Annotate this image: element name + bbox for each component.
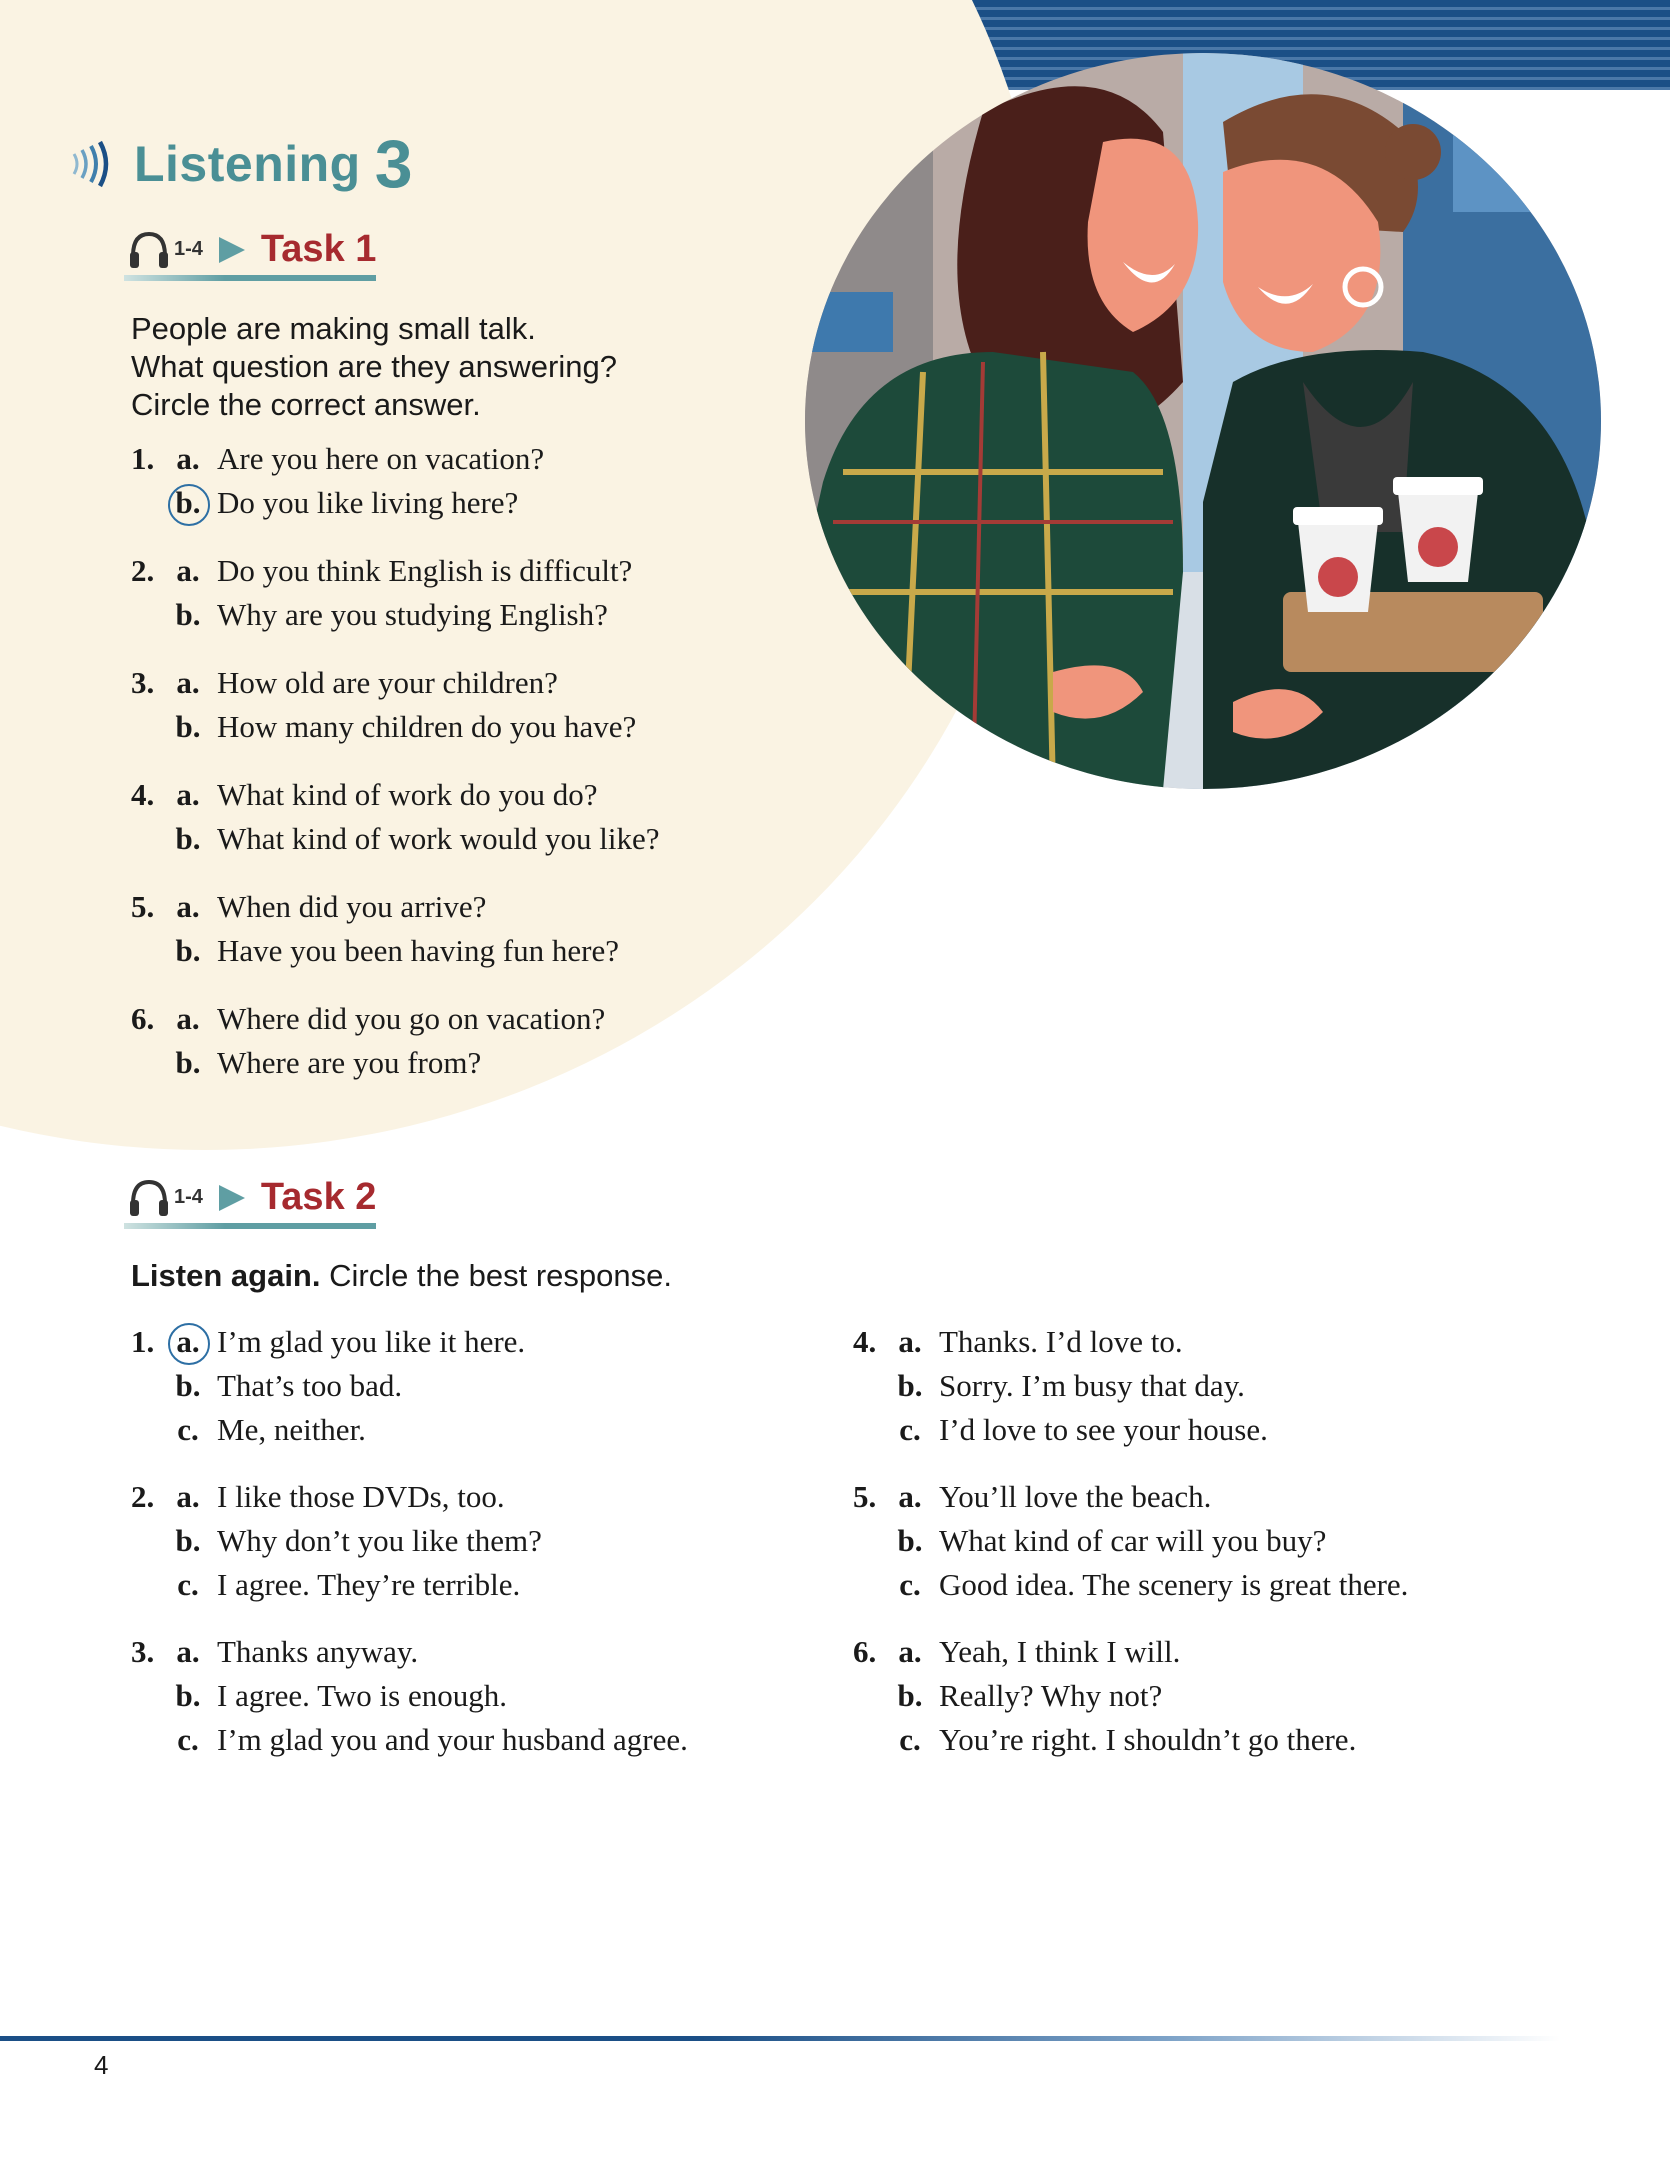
- section-number: 3: [374, 126, 413, 202]
- option-text: Do you think English is difficult?: [217, 553, 633, 588]
- option-text: What kind of work do you do?: [217, 777, 598, 812]
- option-text: What kind of car will you buy?: [939, 1523, 1327, 1558]
- option-letter: b.: [897, 1368, 923, 1403]
- option-letter: a.: [176, 1479, 200, 1514]
- option-letter: b.: [175, 1368, 201, 1403]
- option-text: That’s too bad.: [217, 1368, 403, 1403]
- question-item: [131, 437, 751, 549]
- option-letter: b.: [175, 597, 201, 632]
- option-letter: c.: [899, 1722, 921, 1757]
- question-item: [853, 1475, 1573, 1630]
- option-text: You’re right. I shouldn’t go there.: [939, 1722, 1357, 1757]
- headphones-icon: [128, 230, 170, 270]
- question-item: [131, 1475, 821, 1630]
- question-number: 1.: [131, 1324, 155, 1359]
- option-text: Are you here on vacation?: [217, 441, 545, 476]
- option-letter: a.: [898, 1324, 922, 1359]
- section-header: [68, 126, 413, 202]
- option-text: What kind of work would you like?: [217, 821, 660, 856]
- option-letter: a.: [176, 889, 200, 924]
- option-text: When did you arrive?: [217, 889, 487, 924]
- instruction-line: Circle the correct answer.: [131, 387, 481, 422]
- task1-instructions: [131, 310, 617, 424]
- option-text: Me, neither.: [217, 1412, 366, 1447]
- question-item: [853, 1630, 1573, 1785]
- task2-title: Task 2: [260, 1176, 377, 1218]
- option-letter: a.: [898, 1479, 922, 1514]
- question-number: 3.: [131, 665, 155, 700]
- option-letter: c.: [177, 1567, 199, 1602]
- option-letter: a.: [176, 777, 200, 812]
- question-number: 4.: [853, 1324, 877, 1359]
- option-letter: c.: [177, 1722, 199, 1757]
- option-text: I agree. Two is enough.: [217, 1678, 507, 1713]
- option-text: I agree. They’re terrible.: [217, 1567, 521, 1602]
- task2-instructions: [131, 1257, 672, 1295]
- question-number: 6.: [131, 1001, 155, 1036]
- question-number: 2.: [131, 553, 155, 588]
- option-letter: b.: [897, 1523, 923, 1558]
- option-text: How old are your children?: [217, 665, 558, 700]
- option-letter: a.: [898, 1634, 922, 1669]
- question-number: 2.: [131, 1479, 155, 1514]
- option-text: You’ll love the beach.: [939, 1479, 1212, 1514]
- question-item: [131, 997, 751, 1109]
- question-item: [131, 885, 751, 997]
- instruction-rest: Circle the best response.: [320, 1258, 672, 1293]
- option-text: I’d love to see your house.: [939, 1412, 1268, 1447]
- instruction-line: What question are they answering?: [131, 349, 617, 384]
- option-letter: b.: [175, 933, 201, 968]
- audio-waves-icon: [68, 140, 116, 188]
- option-letter: b.: [175, 1523, 201, 1558]
- task1-header: [128, 228, 376, 277]
- page-number: 4: [94, 2050, 109, 2080]
- instruction-bold: Listen again.: [131, 1258, 321, 1293]
- headphones-icon: [128, 1178, 170, 1218]
- option-text: Where did you go on vacation?: [217, 1001, 606, 1036]
- option-text: Thanks. I’d love to.: [939, 1324, 1183, 1359]
- option-letter-circled: b.: [171, 481, 205, 525]
- option-text: Really? Why not?: [939, 1678, 1163, 1713]
- option-text: Good idea. The scenery is great there.: [939, 1567, 1409, 1602]
- illustration-two-women-coffee: [803, 52, 1603, 790]
- question-number: 4.: [131, 777, 155, 812]
- play-arrow-icon: [217, 235, 247, 265]
- section-title: Listening: [134, 136, 361, 192]
- option-text: Where are you from?: [217, 1045, 482, 1080]
- option-letter: a.: [176, 1634, 200, 1669]
- option-letter: a.: [176, 553, 200, 588]
- instruction-line: People are making small talk.: [131, 311, 536, 346]
- task2-track: 1-4: [174, 1186, 203, 1208]
- task2-header: [128, 1176, 376, 1225]
- play-arrow-icon: [217, 1183, 247, 1213]
- option-text: Why don’t you like them?: [217, 1523, 542, 1558]
- option-text: Have you been having fun here?: [217, 933, 619, 968]
- question-item: [131, 549, 751, 661]
- question-number: 5.: [131, 889, 155, 924]
- option-text: I’m glad you and your husband agree.: [217, 1722, 688, 1757]
- option-letter: c.: [899, 1567, 921, 1602]
- question-item: [853, 1320, 1573, 1475]
- option-letter: a.: [176, 441, 200, 476]
- option-text: Why are you studying English?: [217, 597, 608, 632]
- task2-column-left: [131, 1320, 821, 1785]
- question-number: 1.: [131, 441, 155, 476]
- option-text: How many children do you have?: [217, 709, 637, 744]
- option-letter: c.: [177, 1412, 199, 1447]
- question-item: [131, 773, 751, 885]
- task1-question-list: [131, 437, 751, 1109]
- footer-rule: [0, 2036, 1560, 2041]
- option-text: I like those DVDs, too.: [217, 1479, 505, 1514]
- question-item: [131, 1630, 821, 1785]
- option-letter: b.: [175, 821, 201, 856]
- option-text: Thanks anyway.: [217, 1634, 419, 1669]
- task1-track: 1-4: [174, 238, 203, 260]
- option-letter: b.: [175, 709, 201, 744]
- option-letter-circled: a.: [171, 1320, 205, 1364]
- question-item: [131, 1320, 821, 1475]
- option-text: Sorry. I’m busy that day.: [939, 1368, 1245, 1403]
- question-number: 5.: [853, 1479, 877, 1514]
- option-letter: b.: [175, 1045, 201, 1080]
- question-number: 6.: [853, 1634, 877, 1669]
- option-text: I’m glad you like it here.: [217, 1324, 526, 1359]
- task2-column-right: [853, 1320, 1573, 1785]
- option-letter: c.: [899, 1412, 921, 1447]
- question-item: [131, 661, 751, 773]
- option-letter: b.: [175, 1678, 201, 1713]
- option-letter: b.: [897, 1678, 923, 1713]
- question-number: 3.: [131, 1634, 155, 1669]
- option-letter: a.: [176, 665, 200, 700]
- option-letter: a.: [176, 1001, 200, 1036]
- option-text: Do you like living here?: [217, 485, 519, 520]
- option-text: Yeah, I think I will.: [939, 1634, 1181, 1669]
- task1-title: Task 1: [260, 228, 377, 270]
